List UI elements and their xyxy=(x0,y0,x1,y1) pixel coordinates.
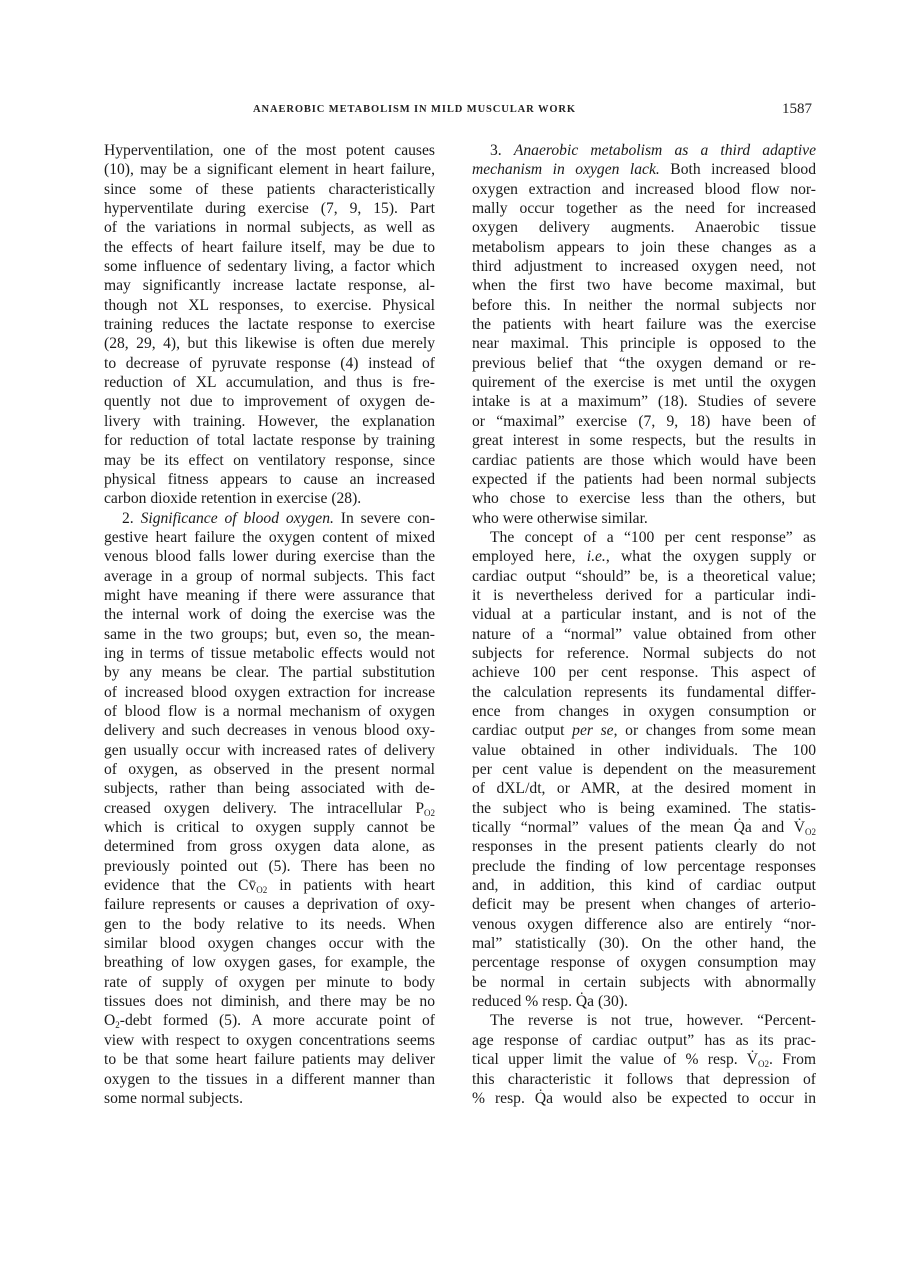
text-run: mal” statistically (30). On the other hand, the xyxy=(472,935,816,953)
text-line xyxy=(104,528,435,547)
text-run: gestive heart failure the oxygen content of mixed xyxy=(104,528,435,546)
text-run: subjects, rather than being associated with de- xyxy=(104,780,435,798)
text-line xyxy=(472,257,816,276)
text-run: In severe con- xyxy=(333,509,436,527)
text-line xyxy=(104,489,435,508)
text-run: the calculation represents its fundamental differ- xyxy=(472,683,816,701)
text-run: the effects of heart failure itself, may be due to xyxy=(104,238,435,256)
text-run: (10), may be a significant element in heart failure, xyxy=(104,161,435,179)
text-run: previous belief that “the oxygen demand or re- xyxy=(472,354,816,372)
text-line xyxy=(104,779,435,798)
text-line xyxy=(104,567,435,586)
text-line xyxy=(104,180,435,199)
text-line xyxy=(472,760,816,779)
text-line xyxy=(472,373,816,392)
text-run: when the first two have become maximal, but xyxy=(472,277,816,295)
text-run: in patients with heart xyxy=(267,877,435,895)
text-line xyxy=(104,953,435,972)
text-line xyxy=(472,1089,816,1108)
text-line xyxy=(472,180,816,199)
text-run: of dXL/dt, or AMR, at the desired moment in xyxy=(472,780,816,798)
text-line xyxy=(104,1031,435,1050)
text-line xyxy=(104,799,435,818)
text-line xyxy=(104,373,435,392)
text-line xyxy=(104,470,435,489)
text-run: preclude the finding of low percentage responses xyxy=(472,857,816,875)
subscript: O2 xyxy=(256,885,268,896)
text-run: by any means be clear. The partial substitution xyxy=(104,664,435,682)
text-line xyxy=(104,238,435,257)
text-run: age response of cardiac output” has as its prac- xyxy=(472,1031,816,1049)
text-run: previously pointed out (5). There has been no xyxy=(104,857,435,875)
text-run: responses in the present patients clearly do not xyxy=(472,838,816,856)
text-run: some influence of sedentary living, a factor which xyxy=(104,258,435,276)
text-line xyxy=(104,431,435,450)
subscript: O2 xyxy=(757,1059,769,1070)
text-run: . From xyxy=(768,1051,816,1069)
text-run: Hyperventilation, one of the most potent causes xyxy=(104,142,435,159)
text-line xyxy=(472,315,816,334)
text-run: though not XL responses, to exercise. Physical xyxy=(104,296,435,314)
text-run: -debt formed (5). A more accurate point of xyxy=(119,1012,435,1030)
text-run: carbon dioxide retention in exercise (28). xyxy=(104,490,362,508)
text-run: quirement of the exercise is met until the oxygen xyxy=(472,374,816,392)
subscript: 2 xyxy=(115,1020,120,1031)
text-line xyxy=(472,1050,816,1069)
text-line xyxy=(472,218,816,237)
text-run: ence from changes in oxygen consumption or xyxy=(472,702,816,720)
text-line xyxy=(472,992,816,1011)
text-line xyxy=(472,953,816,972)
text-line xyxy=(472,489,816,508)
text-line xyxy=(472,857,816,876)
text-run: for reduction of total lactate response by training xyxy=(104,432,435,450)
text-run: creased oxygen delivery. The intracellular P xyxy=(104,799,424,817)
text-run: , or changes from some mean xyxy=(613,722,816,740)
text-run: ing in terms of tissue metabolic effects would not xyxy=(104,644,435,662)
text-run: delivery and such decreases in venous blood oxy- xyxy=(104,722,435,740)
text-line xyxy=(472,392,816,411)
text-line xyxy=(104,334,435,353)
text-run: the subject who is being examined. The statis- xyxy=(472,799,816,817)
text-line xyxy=(104,276,435,295)
italic-run: i.e. xyxy=(586,548,606,566)
text-line xyxy=(472,837,816,856)
text-line xyxy=(472,1070,816,1089)
text-run: failure represents or causes a deprivation of oxy- xyxy=(104,896,435,914)
text-line xyxy=(104,451,435,470)
text-run: O xyxy=(104,1012,116,1030)
text-line xyxy=(104,663,435,682)
text-run: of oxygen, as observed in the present normal xyxy=(104,761,435,778)
text-line xyxy=(104,218,435,237)
text-line xyxy=(104,915,435,934)
text-run: of increased blood oxygen extraction for increase xyxy=(104,683,435,701)
text-line xyxy=(104,412,435,431)
text-run: gen to the body relative to its needs. When xyxy=(104,915,435,933)
text-line xyxy=(104,257,435,276)
text-line xyxy=(472,702,816,721)
text-run: subjects for reference. Normal subjects do not xyxy=(472,644,816,662)
text-run: of the variations in normal subjects, as well as xyxy=(104,219,435,237)
text-run: 3. xyxy=(490,142,514,159)
text-line xyxy=(472,412,816,431)
text-line xyxy=(472,470,816,489)
text-run: deficit may be present when changes of arterio- xyxy=(472,896,816,914)
text-line xyxy=(104,721,435,740)
text-line xyxy=(104,354,435,373)
right-column xyxy=(472,141,816,1108)
running-head xyxy=(0,101,917,124)
text-run: nature of a “normal” value obtained from other xyxy=(472,625,816,643)
text-line xyxy=(472,895,816,914)
text-run: the patients with heart failure was the exercise xyxy=(472,316,816,334)
text-line xyxy=(104,1050,435,1069)
text-line xyxy=(104,315,435,334)
italic-run: Anaerobic metabolism as a third adaptive xyxy=(513,142,816,159)
text-run: same in the two groups; but, even so, the mean- xyxy=(104,625,435,643)
text-run: venous blood falls lower during exercise than the xyxy=(104,548,435,566)
text-run: % resp. Q̇a would also be expected to occur in xyxy=(472,1089,816,1107)
text-line xyxy=(104,702,435,721)
text-line xyxy=(472,586,816,605)
text-line xyxy=(104,857,435,876)
text-line xyxy=(472,741,816,760)
text-run: tissues does not diminish, and there may be no xyxy=(104,993,435,1011)
text-line xyxy=(104,586,435,605)
text-line xyxy=(472,973,816,992)
text-run: intake is at a maximum” (18). Studies of severe xyxy=(472,393,816,411)
text-line xyxy=(472,354,816,373)
text-run: venous oxygen difference also are entirely “nor- xyxy=(472,915,816,933)
text-run: breathing of low oxygen gases, for example, the xyxy=(104,954,435,972)
text-run: training reduces the lactate response to exercise xyxy=(104,316,435,334)
text-line xyxy=(104,1011,435,1030)
text-line xyxy=(472,296,816,315)
text-line xyxy=(104,760,435,779)
text-line xyxy=(104,973,435,992)
text-run: view with respect to oxygen concentrations seems xyxy=(104,1031,435,1049)
text-line xyxy=(104,895,435,914)
text-line xyxy=(104,296,435,315)
text-run: since some of these patients characteristically xyxy=(104,180,435,198)
text-run: value obtained in other individuals. The 100 xyxy=(472,741,816,759)
text-line xyxy=(104,392,435,411)
text-run: this characteristic it follows that depression of xyxy=(472,1070,816,1088)
text-run: livery with training. However, the explanation xyxy=(104,412,435,430)
text-line xyxy=(104,605,435,624)
text-line xyxy=(472,238,816,257)
text-line xyxy=(472,509,816,528)
text-run: per cent value is dependent on the measurement xyxy=(472,761,816,778)
text-run: expected if the patients had been normal subjects xyxy=(472,470,816,488)
text-line xyxy=(472,605,816,624)
text-run: oxygen extraction and increased blood flow nor- xyxy=(472,180,816,198)
text-line xyxy=(472,683,816,702)
text-line xyxy=(472,1031,816,1050)
page-number: 1587 xyxy=(782,101,812,117)
text-line xyxy=(104,876,435,895)
text-line xyxy=(104,683,435,702)
subscript: O2 xyxy=(805,827,816,838)
text-run: might have meaning if there were assurance that xyxy=(104,586,435,604)
text-run: of blood flow is a normal mechanism of oxygen xyxy=(104,702,435,720)
text-line xyxy=(104,837,435,856)
text-run: Both increased blood xyxy=(659,161,816,179)
text-line xyxy=(472,567,816,586)
text-run: 2. xyxy=(122,509,141,527)
text-line xyxy=(472,160,816,179)
text-run: the internal work of doing the exercise was the xyxy=(104,606,435,624)
text-run: employed here, xyxy=(472,548,587,566)
text-run: (28, 29, 4), but this likewise is often due merely xyxy=(104,335,435,353)
text-line xyxy=(472,625,816,644)
text-line xyxy=(472,276,816,295)
text-line xyxy=(472,934,816,953)
text-line xyxy=(104,992,435,1011)
text-run: physical fitness appears to cause an increased xyxy=(104,470,435,488)
text-run: cardiac patients are those which would have been xyxy=(472,451,816,469)
text-run: achieve 100 per cent response. This aspect of xyxy=(472,664,816,682)
text-run: reduction of XL accumulation, and thus is fre- xyxy=(104,374,435,392)
text-run: rate of supply of oxygen per minute to body xyxy=(104,973,435,991)
text-run: near maximal. This principle is opposed to the xyxy=(472,335,816,353)
text-line xyxy=(472,644,816,663)
text-run: it is nevertheless derived for a particular indi- xyxy=(472,586,816,604)
text-line xyxy=(472,915,816,934)
text-run: gen usually occur with increased rates of delivery xyxy=(104,741,435,759)
text-run: be normal in certain subjects with abnormally xyxy=(472,973,816,991)
text-run: who were otherwise similar. xyxy=(472,509,648,527)
text-run: oxygen delivery augments. Anaerobic tissue xyxy=(472,219,816,237)
italic-run: mechanism in oxygen lack. xyxy=(472,161,660,179)
text-line xyxy=(472,721,816,740)
text-line xyxy=(472,547,816,566)
text-run: evidence that the Cv̄ xyxy=(104,877,257,895)
text-run: or “maximal” exercise (7, 9, 18) have been of xyxy=(472,412,816,430)
text-run: which is critical to oxygen supply cannot be xyxy=(104,819,435,837)
subscript: O2 xyxy=(424,807,435,818)
text-line xyxy=(104,160,435,179)
text-run: percentage response of oxygen consumption may xyxy=(472,954,816,972)
italic-run: Significance of blood oxygen. xyxy=(140,509,334,527)
text-run: determined from gross oxygen data alone, as xyxy=(104,838,435,856)
text-run: some normal subjects. xyxy=(104,1089,244,1107)
text-line xyxy=(472,1011,816,1030)
text-line xyxy=(472,876,816,895)
text-line xyxy=(472,334,816,353)
text-line xyxy=(104,199,435,218)
text-run: metabolism appears to join these changes as a xyxy=(472,238,816,256)
text-line xyxy=(104,741,435,760)
text-run: mally occur together as the need for increased xyxy=(472,200,816,218)
text-line xyxy=(104,547,435,566)
running-head-title: ANAEROBIC METABOLISM IN MILD MUSCULAR WORK xyxy=(253,104,576,115)
italic-run: per se xyxy=(572,722,614,740)
text-run: to be that some heart failure patients may deliver xyxy=(104,1051,435,1069)
text-line xyxy=(472,779,816,798)
text-run: similar blood oxygen changes occur with the xyxy=(104,935,435,953)
text-run: tically “normal” values of the mean Q̇a and V̇ xyxy=(472,819,805,837)
text-line xyxy=(104,818,435,837)
text-line xyxy=(472,451,816,470)
text-run: hyperventilate during exercise (7, 9, 15). Part xyxy=(104,200,435,218)
text-line xyxy=(472,199,816,218)
text-run: The concept of a “100 per cent response” as xyxy=(490,528,816,546)
text-run: reduced % resp. Q̇a (30). xyxy=(472,993,628,1011)
text-run: quently not due to improvement of oxygen de- xyxy=(104,393,435,411)
text-line xyxy=(104,1089,435,1108)
text-run: The reverse is not true, however. “Percent- xyxy=(490,1012,816,1030)
text-run: , what the oxygen supply or xyxy=(605,548,816,566)
text-run: may be its effect on ventilatory response, since xyxy=(104,451,435,469)
text-run: and, in addition, this kind of cardiac output xyxy=(472,877,816,895)
text-line xyxy=(104,934,435,953)
text-run: cardiac output “should” be, is a theoretical value; xyxy=(472,567,816,585)
text-line xyxy=(104,644,435,663)
text-run: who chose to exercise less than the others, but xyxy=(472,490,816,508)
text-run: may significantly increase lactate response, al- xyxy=(104,277,435,295)
text-line xyxy=(472,799,816,818)
text-line xyxy=(472,818,816,837)
text-run: tical upper limit the value of % resp. V̇ xyxy=(472,1051,758,1069)
text-run: to decrease of pyruvate response (4) instead of xyxy=(104,354,435,372)
text-line xyxy=(104,141,435,160)
text-run: average in a group of normal subjects. This fact xyxy=(104,567,435,585)
text-line xyxy=(472,528,816,547)
text-run: great interest in some respects, but the results in xyxy=(472,432,816,450)
text-run: oxygen to the tissues in a different manner than xyxy=(104,1070,435,1088)
text-run: before this. In neither the normal subjects nor xyxy=(472,296,816,314)
left-column xyxy=(104,141,435,1108)
text-line xyxy=(472,141,816,160)
text-line xyxy=(104,1070,435,1089)
text-line xyxy=(472,431,816,450)
text-line xyxy=(104,625,435,644)
text-run: cardiac output xyxy=(472,722,573,740)
text-run: third adjustment to increased oxygen need, not xyxy=(472,258,816,276)
text-line xyxy=(104,509,435,528)
text-run: vidual at a particular instant, and is not of the xyxy=(472,606,816,624)
text-line xyxy=(472,663,816,682)
